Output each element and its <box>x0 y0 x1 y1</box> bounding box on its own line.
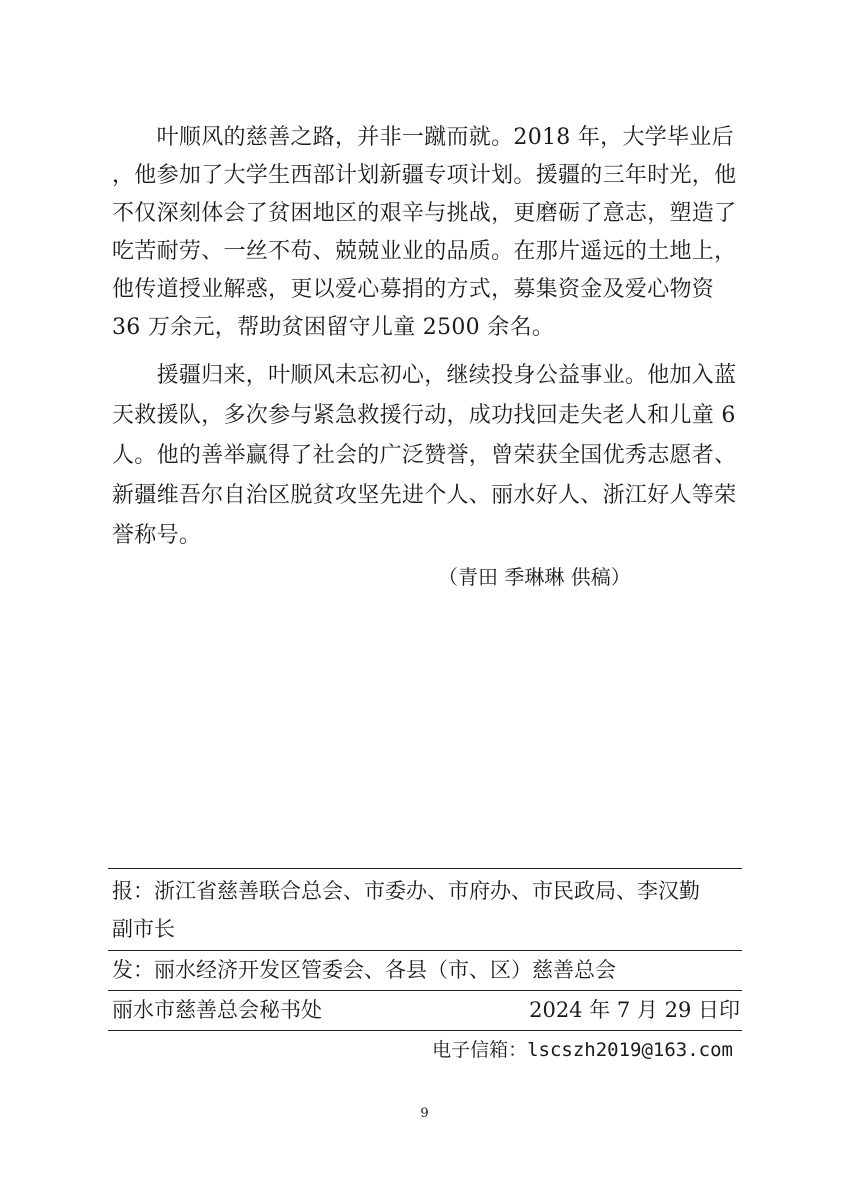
paragraph-1-line-4: 吃苦耐劳、一丝不苟、兢兢业业的品质。在那片遥远的土地上， <box>112 239 737 264</box>
footer-rule-top <box>108 868 742 869</box>
paragraph-1-line-6: 36 万余元，帮助贫困留守儿童 2500 余名。 <box>112 315 555 340</box>
email-line <box>432 1031 733 1069</box>
paragraph-2-line-1: 援疆归来，叶顺风未忘初心，继续投身公益事业。他加入蓝 <box>112 363 737 388</box>
page-number: 9 <box>420 1106 429 1121</box>
paragraph-2-line-2: 天救援队，多次参与紧急救援行动，成功找回走失老人和儿童 6 <box>112 403 736 428</box>
paragraph-2-line-3: 人。他的善举赢得了社会的广泛赞誉，曾荣获全国优秀志愿者、 <box>112 443 737 468</box>
issuer: 丽水市慈善总会秘书处 <box>112 998 322 1022</box>
report-to-line-1: 报：浙江省慈善联合总会、市委办、市府办、市民政局、李汉勤 <box>112 879 700 903</box>
print-date: 2024 年 7 月 29 日印 <box>529 998 740 1022</box>
paragraph-1-line-2: ，他参加了大学生西部计划新疆专项计划。援疆的三年时光，他 <box>112 163 737 188</box>
paragraph-1-line-1: 叶顺风的慈善之路，并非一蹴而就。2018 年，大学毕业后 <box>112 125 734 150</box>
paragraph-1-line-3: 不仅深刻体会了贫困地区的艰辛与挑战，更磨砺了意志，塑造了 <box>112 201 737 226</box>
paragraph-2-line-5: 誉称号。 <box>112 523 202 548</box>
paragraph-2-line-4: 新疆维吾尔自治区脱贫攻坚先进个人、丽水好人、浙江好人等荣 <box>112 483 737 508</box>
email-label: 电子信箱： <box>432 1039 528 1061</box>
email-address[interactable]: lscszh2019@163.com <box>527 1039 733 1061</box>
byline: （青田 季琳琳 供稿） <box>438 565 631 589</box>
send-to-line: 发：丽水经济开发区管委会、各县（市、区）慈善总会 <box>112 958 616 982</box>
report-to-line-2: 副市长 <box>112 917 175 941</box>
paragraph-1-line-5: 他传道授业解惑，更以爱心募捐的方式，募集资金及爱心物资 <box>112 277 715 302</box>
